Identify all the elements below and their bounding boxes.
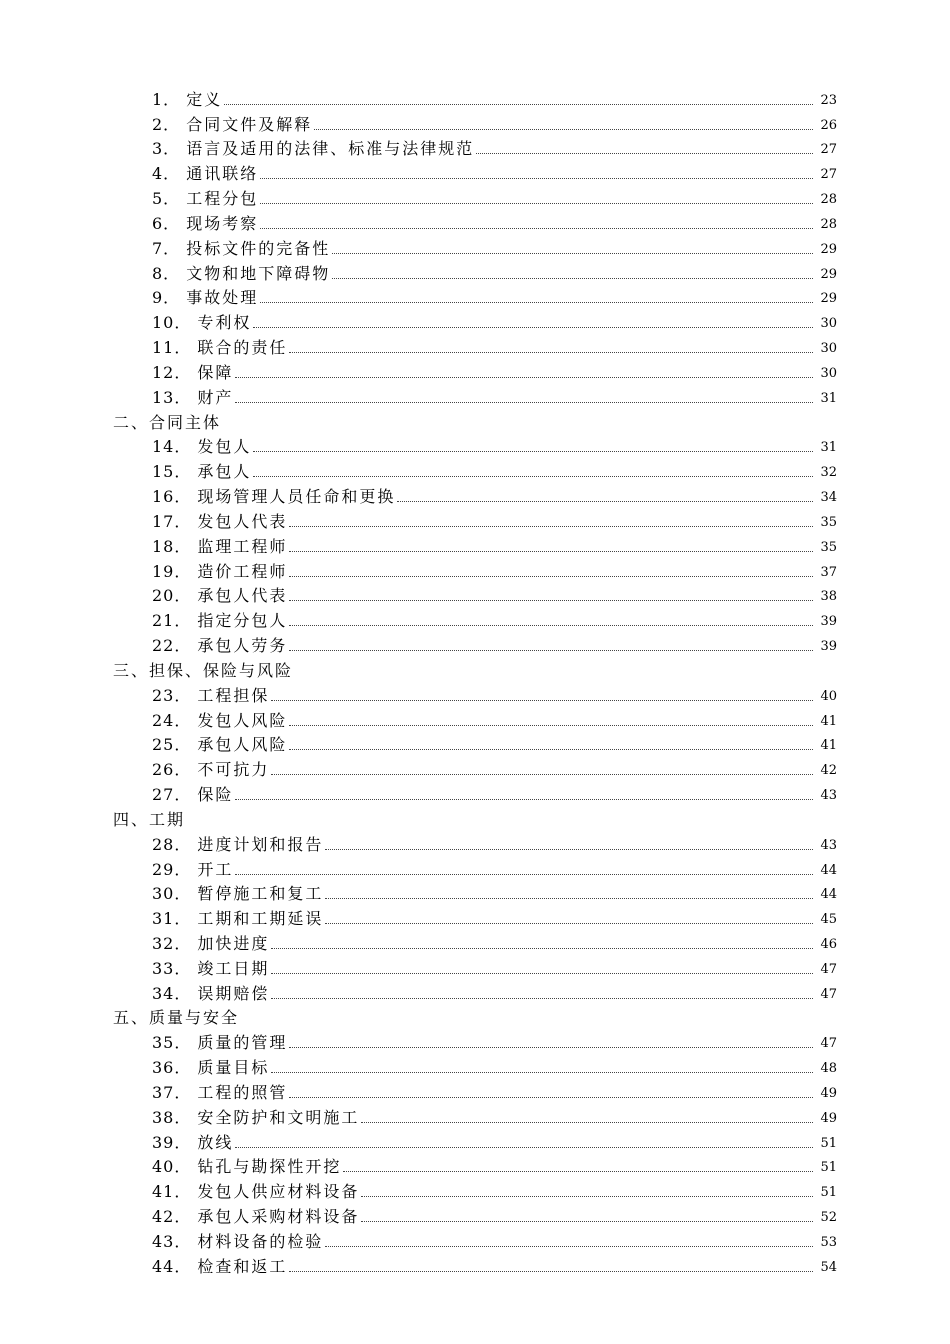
page-number: 40 — [820, 688, 837, 704]
page-number: 28 — [820, 216, 837, 232]
toc-entry[interactable] — [0, 1105, 950, 1130]
entry-number: 10． — [152, 313, 192, 333]
toc-entry[interactable] — [0, 186, 950, 211]
toc-section-heading — [0, 658, 950, 683]
page-number: 52 — [820, 1210, 837, 1226]
page-number: 41 — [820, 738, 837, 754]
toc-entry[interactable] — [0, 832, 950, 857]
toc-entry[interactable] — [0, 161, 950, 186]
page-number: 26 — [820, 117, 837, 133]
dot-leader — [476, 153, 813, 154]
toc-entry[interactable] — [0, 335, 950, 360]
page-number: 47 — [820, 986, 837, 1002]
toc-entry[interactable] — [0, 1229, 950, 1254]
entry-number: 43． — [152, 1231, 192, 1251]
entry-title: 承包人劳务 — [197, 636, 288, 656]
entry-number: 32． — [152, 933, 192, 953]
entry-title: 加快进度 — [197, 933, 270, 953]
toc-section-heading — [0, 807, 950, 832]
toc-entry[interactable] — [0, 137, 950, 162]
toc-entry[interactable] — [0, 981, 950, 1006]
entry-title: 承包人风险 — [197, 735, 288, 755]
entry-number: 36． — [152, 1058, 192, 1078]
entry-title: 工程分包 — [186, 189, 259, 209]
entry-number: 39． — [152, 1132, 192, 1152]
entry-title: 投标文件的完备性 — [186, 238, 331, 258]
entry-title: 承包人采购材料设备 — [197, 1207, 360, 1227]
entry-title: 质量的管理 — [197, 1033, 288, 1053]
entry-title: 工程的照管 — [197, 1082, 288, 1102]
entry-title: 专利权 — [197, 313, 252, 333]
dot-leader — [343, 1171, 813, 1172]
toc-entry[interactable] — [0, 882, 950, 907]
toc-entry[interactable] — [0, 87, 950, 112]
page-number: 28 — [820, 192, 837, 208]
toc-entry[interactable] — [0, 559, 950, 584]
dot-leader — [289, 526, 813, 527]
dot-leader — [325, 1246, 813, 1247]
entry-number: 7． — [152, 238, 181, 258]
entry-number: 33． — [152, 958, 192, 978]
toc-entry[interactable] — [0, 633, 950, 658]
toc-entry[interactable] — [0, 1155, 950, 1180]
dot-leader — [361, 1221, 813, 1222]
dot-leader — [332, 278, 813, 279]
toc-entry[interactable] — [0, 857, 950, 882]
page-number: 44 — [820, 862, 837, 878]
toc-entry[interactable] — [0, 459, 950, 484]
entry-number: 23． — [152, 685, 192, 705]
toc-entry[interactable] — [0, 1179, 950, 1204]
dot-leader — [271, 700, 813, 701]
entry-title: 造价工程师 — [197, 561, 288, 581]
entry-number: 16． — [152, 487, 192, 507]
page-number: 47 — [820, 961, 837, 977]
dot-leader — [314, 129, 813, 130]
dot-leader — [271, 948, 813, 949]
entry-number: 34． — [152, 983, 192, 1003]
page-number: 44 — [820, 887, 837, 903]
toc-section-heading — [0, 1006, 950, 1031]
dot-leader — [260, 228, 813, 229]
page-number: 53 — [820, 1234, 837, 1250]
entry-number: 19． — [152, 561, 192, 581]
toc-entry[interactable] — [0, 286, 950, 311]
toc-entry[interactable] — [0, 360, 950, 385]
page-number: 45 — [820, 912, 837, 928]
toc-entry[interactable] — [0, 708, 950, 733]
page-number: 31 — [820, 440, 837, 456]
entry-title: 竣工日期 — [197, 958, 270, 978]
page-number: 35 — [820, 539, 837, 555]
page-number: 37 — [820, 564, 837, 580]
entry-number: 40． — [152, 1157, 192, 1177]
page-number: 32 — [820, 465, 837, 481]
page-number: 42 — [820, 763, 837, 779]
page-number: 51 — [820, 1135, 837, 1151]
entry-number: 42． — [152, 1207, 192, 1227]
entry-title: 事故处理 — [186, 288, 259, 308]
dot-leader — [271, 1072, 813, 1073]
entry-number: 2． — [152, 114, 181, 134]
dot-leader — [289, 725, 813, 726]
page-number: 48 — [820, 1061, 837, 1077]
page-number: 43 — [820, 837, 837, 853]
entry-title: 不可抗力 — [197, 760, 270, 780]
toc-entry[interactable] — [0, 584, 950, 609]
entry-number: 4． — [152, 164, 181, 184]
entry-title: 联合的责任 — [197, 338, 288, 358]
toc-entry[interactable] — [0, 608, 950, 633]
toc-entry[interactable] — [0, 236, 950, 261]
page-number: 30 — [820, 316, 837, 332]
dot-leader — [325, 923, 813, 924]
page-number: 39 — [820, 639, 837, 655]
dot-leader — [289, 352, 813, 353]
toc-entry[interactable] — [0, 1080, 950, 1105]
dot-leader — [271, 998, 813, 999]
entry-number: 25． — [152, 735, 192, 755]
dot-leader — [253, 476, 813, 477]
page-number: 51 — [820, 1185, 837, 1201]
toc-entry[interactable] — [0, 782, 950, 807]
page-number: 27 — [820, 167, 837, 183]
page-number: 29 — [820, 241, 837, 257]
entry-number: 35． — [152, 1033, 192, 1053]
toc-entry[interactable] — [0, 956, 950, 981]
dot-leader — [235, 402, 813, 403]
entry-title: 发包人代表 — [197, 511, 288, 531]
entry-title: 工期和工期延误 — [197, 909, 324, 929]
dot-leader — [260, 302, 813, 303]
entry-number: 44． — [152, 1256, 192, 1276]
toc-entry[interactable] — [0, 509, 950, 534]
entry-number: 41． — [152, 1182, 192, 1202]
entry-title: 工程担保 — [197, 685, 270, 705]
entry-title: 通讯联络 — [186, 164, 259, 184]
toc-entry[interactable] — [0, 683, 950, 708]
entry-title: 语言及适用的法律、标准与法律规范 — [186, 139, 475, 159]
entry-number: 28． — [152, 834, 192, 854]
entry-number: 13． — [152, 387, 192, 407]
entry-number: 30． — [152, 884, 192, 904]
entry-title: 材料设备的检验 — [197, 1231, 324, 1251]
toc-entry[interactable] — [0, 906, 950, 931]
page-number: 35 — [820, 514, 837, 530]
entry-title: 定义 — [186, 89, 223, 109]
dot-leader — [235, 1147, 813, 1148]
page-number: 49 — [820, 1110, 837, 1126]
entry-title: 承包人 — [197, 462, 252, 482]
dot-leader — [289, 551, 813, 552]
toc-entry[interactable] — [0, 1030, 950, 1055]
dot-leader — [271, 973, 813, 974]
entry-title: 合同文件及解释 — [186, 114, 313, 134]
dot-leader — [289, 749, 813, 750]
dot-leader — [235, 377, 813, 378]
toc-entry[interactable] — [0, 112, 950, 137]
page-number: 23 — [820, 92, 837, 108]
page-number: 47 — [820, 1036, 837, 1052]
entry-number: 11． — [152, 338, 192, 358]
dot-leader — [253, 451, 813, 452]
page-number: 27 — [820, 142, 837, 158]
toc-entry[interactable] — [0, 310, 950, 335]
entry-number: 15． — [152, 462, 192, 482]
entry-number: 1． — [152, 89, 181, 109]
toc-section-heading — [0, 410, 950, 435]
table-of-contents — [0, 87, 950, 1279]
page-number: 31 — [820, 390, 837, 406]
entry-title: 承包人代表 — [197, 586, 288, 606]
toc-entry[interactable] — [0, 261, 950, 286]
entry-number: 5． — [152, 189, 181, 209]
dot-leader — [289, 650, 813, 651]
dot-leader — [260, 203, 813, 204]
entry-number: 12． — [152, 362, 192, 382]
entry-title: 保障 — [197, 362, 234, 382]
dot-leader — [271, 774, 813, 775]
page-number: 49 — [820, 1085, 837, 1101]
entry-number: 29． — [152, 859, 192, 879]
entry-number: 8． — [152, 263, 181, 283]
page-number: 34 — [820, 490, 837, 506]
entry-number: 24． — [152, 710, 192, 730]
entry-title: 暂停施工和复工 — [197, 884, 324, 904]
dot-leader — [253, 327, 813, 328]
entry-number: 9． — [152, 288, 181, 308]
page-number: 29 — [820, 291, 837, 307]
entry-number: 38． — [152, 1107, 192, 1127]
toc-entry[interactable] — [0, 733, 950, 758]
entry-number: 3． — [152, 139, 181, 159]
entry-title: 发包人风险 — [197, 710, 288, 730]
toc-entry[interactable] — [0, 757, 950, 782]
section-title: 五、质量与安全 — [113, 1008, 240, 1028]
toc-entry[interactable] — [0, 1130, 950, 1155]
toc-entry[interactable] — [0, 484, 950, 509]
entry-title: 文物和地下障碍物 — [186, 263, 331, 283]
dot-leader — [289, 1047, 813, 1048]
entry-title: 放线 — [197, 1132, 234, 1152]
entry-number: 26． — [152, 760, 192, 780]
entry-title: 误期赔偿 — [197, 983, 270, 1003]
entry-title: 现场管理人员任命和更换 — [197, 487, 396, 507]
entry-title: 监理工程师 — [197, 536, 288, 556]
entry-title: 检查和返工 — [197, 1256, 288, 1276]
page-number: 41 — [820, 713, 837, 729]
entry-number: 21． — [152, 611, 192, 631]
entry-number: 18． — [152, 536, 192, 556]
page-number: 30 — [820, 341, 837, 357]
entry-number: 14． — [152, 437, 192, 457]
entry-number: 17． — [152, 511, 192, 531]
section-title: 三、担保、保险与风险 — [113, 660, 294, 680]
entry-title: 进度计划和报告 — [197, 834, 324, 854]
dot-leader — [361, 1196, 813, 1197]
dot-leader — [397, 501, 813, 502]
toc-entry[interactable] — [0, 211, 950, 236]
toc-entry[interactable] — [0, 534, 950, 559]
dot-leader — [332, 253, 813, 254]
entry-number: 27． — [152, 785, 192, 805]
entry-title: 质量目标 — [197, 1058, 270, 1078]
page-number: 39 — [820, 614, 837, 630]
entry-title: 财产 — [197, 387, 234, 407]
dot-leader — [325, 898, 813, 899]
toc-entry[interactable] — [0, 1204, 950, 1229]
page-number: 46 — [820, 936, 837, 952]
toc-entry[interactable] — [0, 931, 950, 956]
entry-number: 20． — [152, 586, 192, 606]
toc-entry[interactable] — [0, 1254, 950, 1279]
dot-leader — [235, 799, 813, 800]
dot-leader — [235, 874, 813, 875]
page-number: 30 — [820, 365, 837, 381]
entry-title: 现场考察 — [186, 213, 259, 233]
dot-leader — [289, 1271, 813, 1272]
entry-title: 发包人供应材料设备 — [197, 1182, 360, 1202]
dot-leader — [260, 178, 813, 179]
dot-leader — [289, 576, 813, 577]
section-title: 二、合同主体 — [113, 412, 222, 432]
entry-number: 6． — [152, 213, 181, 233]
section-title: 四、工期 — [113, 809, 186, 829]
page-number: 51 — [820, 1160, 837, 1176]
entry-number: 31． — [152, 909, 192, 929]
entry-title: 安全防护和文明施工 — [197, 1107, 360, 1127]
dot-leader — [289, 1097, 813, 1098]
page-number: 38 — [820, 589, 837, 605]
dot-leader — [224, 104, 813, 105]
entry-title: 开工 — [197, 859, 234, 879]
page-number: 43 — [820, 788, 837, 804]
entry-title: 发包人 — [197, 437, 252, 457]
entry-title: 保险 — [197, 785, 234, 805]
page-number: 54 — [820, 1259, 837, 1275]
entry-title: 钻孔与勘探性开挖 — [197, 1157, 342, 1177]
toc-entry[interactable] — [0, 1055, 950, 1080]
dot-leader — [289, 625, 813, 626]
entry-title: 指定分包人 — [197, 611, 288, 631]
toc-entry[interactable] — [0, 435, 950, 460]
dot-leader — [289, 600, 813, 601]
dot-leader — [361, 1122, 813, 1123]
toc-entry[interactable] — [0, 385, 950, 410]
entry-number: 37． — [152, 1082, 192, 1102]
page-number: 29 — [820, 266, 837, 282]
dot-leader — [325, 849, 813, 850]
entry-number: 22． — [152, 636, 192, 656]
